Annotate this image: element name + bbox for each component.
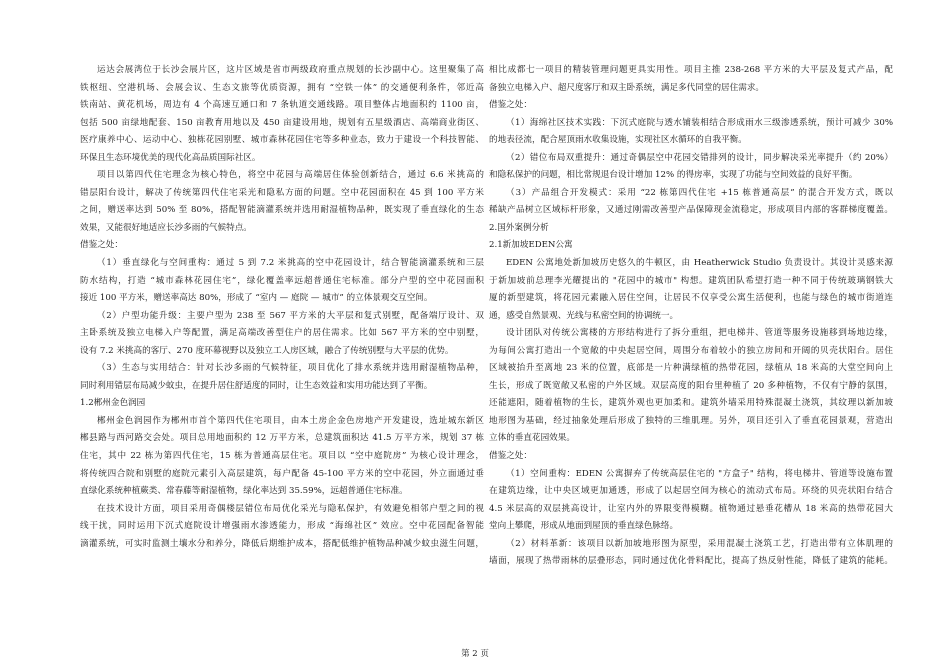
text-line: 郴县路与西河路交会处。项目总用地面积约 12 万平方米，总建筑面积达 41.5 万平方米，规划 37 栋: [80, 433, 484, 444]
text-line: 住宅，其中 22 栋为第四代住宅，15 栋为普通高层住宅。项目以 “空中庭院房” 为核心设计理念，: [80, 451, 484, 462]
text-line: EDEN 公寓地处新加坡历史悠久的牛顿区，由 Heatherwick Studio 负责设计。其设计灵感来源: [506, 258, 893, 269]
text-line: 设计团队对传统公寓楼的方形结构进行了拆分重组，把电梯井、管道等服务设施移到场地边缘，: [506, 328, 893, 339]
right-text-column: [489, 62, 893, 571]
text-line: 接近 100 平方米，赠送率高达 80%，形成了 “室内 — 庭院 — 城市” 的立体景观交互空间。: [80, 293, 433, 304]
text-line: 线干扰，同时运用下沉式庭院设计增强雨水渗透能力，形成 “海绵社区” 效应。空中花园配备智能: [80, 521, 484, 532]
text-line: 还能遮阳，随着植物的生长，建筑外观也更加柔和。建筑外墙采用特殊混凝土浇筑，其纹理以新加坡: [489, 398, 893, 409]
text-line: 效果，又能很好地适应长沙多雨的气候特点。: [80, 222, 252, 233]
text-line: 通，感受自然景观、光线与私密空间的协调统一。: [489, 310, 679, 321]
text-line: （1）垂直绿化与空间重构：通过 5 到 7.2 米挑高的空中花园设计，结合智能滴灌系统和三层: [97, 258, 484, 269]
text-line: （1）空间重构：EDEN 公寓摒弃了传统高层住宅的 "方盒子" 结构，将电梯井、管道等设施布置: [506, 468, 893, 479]
text-line: 包括 500 亩绿地配套、150 亩教育用地以及 450 亩建设用地，规划有五星级酒店、高端商业街区、: [80, 117, 484, 128]
text-line: 医疗康养中心、运动中心、独栋花园别墅、城市森林花园住宅等多种业态，致力于建设一个科技智能、: [80, 135, 484, 146]
text-line: 借鉴之处：: [80, 240, 123, 251]
page-number: 第 2 页: [461, 649, 489, 659]
text-line: 1.2郴州金色润园: [80, 398, 146, 409]
text-line: 直绿化系统种植蕨类、常春藤等耐湿植物，绿化率达到 35.59%，远超普通住宅标准。: [80, 486, 408, 497]
text-line: 备独立电梯入户、超尺度客厅和双主卧系统，满足多代同堂的居住需求。: [489, 82, 765, 93]
left-text-column: [80, 62, 484, 553]
text-line: （2）错位布局双重提升：通过奇偶层空中花园交错排列的设计，同步解决采光率提升（约 20%）: [506, 152, 893, 163]
text-line: 错层阳台设计，解决了传统第四代住宅采光和隐私方面的问题。空中花园面积在 45 到 100 平方米: [80, 187, 484, 198]
text-line: 项目以第四代住宅理念为核心特色，将空中花园与高端居住体验创新结合，通过 6.6 米挑高的: [97, 170, 484, 181]
text-line: 墙面，展现了热带雨林的层叠形态，同时通过优化骨料配比，提高了热反射性能，降低了建筑的能耗。: [489, 556, 893, 567]
text-line: 生长，形成了既宽敞又私密的户外区域。双层高度的阳台里种植了 20 多种植物，不仅有宁静的氛围，: [489, 380, 893, 391]
text-line: 同时利用错层布局减少蚊虫，在提升居住舒适度的同时，让生态效益和实用功能达到了平衡。: [80, 380, 433, 391]
text-line: 和隐私保护的问题，相比常规退台设计增加 12% 的得房率，实现了功能与空间效益的良好平衡。: [489, 170, 858, 181]
text-line: 铁南站、黄花机场，周边有 4 个高速互通口和 7 条轨道交通线路。项目整体占地面积约 1100 亩，: [80, 100, 484, 111]
text-line: 滴灌系统，可实时监测土壤水分和养分，降低后期维护成本，搭配低维护植物品种减少蚊虫滋生问题，: [80, 538, 484, 549]
text-line: 郴州金色润园作为郴州市首个第四代住宅项目，由本土房企金色房地产开发建设，选址城东新区: [97, 415, 484, 426]
text-line: 2.1新加坡EDEN公寓: [489, 240, 573, 251]
text-line: 运达会展湾位于长沙会展片区，这片区域是省市两级政府重点规划的长沙副中心。这里聚集了高: [97, 65, 484, 75]
text-line: （1）海绵社区技术实践：下沉式庭院与透水铺装相结合形成雨水三级渗透系统，预计可减少 30%: [506, 117, 893, 128]
text-line: 4.5 米层高的双层挑高设计，让室内外的界限变得模糊。植物通过悬垂花槽从 18 米高的热带花园大: [489, 503, 893, 514]
text-line: 的地表径流，配合屋顶雨水收集设施，实现社区水循环的自我平衡。: [489, 135, 747, 146]
text-line: （2）材料革新：该项目以新加坡地形图为原型，采用混凝土浇筑工艺，打造出带有立体肌理的: [506, 538, 893, 549]
text-line: 铁枢纽、空港机场、会展会议、生态文旅等优质资源，拥有 “空铁一体” 的交通便利条件，邻近高: [80, 82, 484, 93]
text-line: 设有 7.2 米挑高的客厅、270 度环幕视野以及独立工人房区域，融合了传统别墅与大平层的优势。: [80, 345, 454, 356]
text-line: 于新加坡前总理李光耀提出的 "花园中的城市" 构想。建筑团队希望打造一种不同于传统玻璃钢铁大: [489, 275, 893, 286]
text-line: 为每间公寓打造出一个宽敞的中央起居空间，周围分布着较小的独立房间和开阔的贝壳状阳台。居住: [489, 345, 893, 356]
text-line: 立体的垂直花园效果。: [489, 433, 575, 444]
text-line: 防水结构，打造 “城市森林花园住宅”，绿化覆盖率远超普通住宅标准。部分户型的空中花园面积: [80, 275, 484, 286]
text-line: 区域被抬升至离地 23 米的位置，底部是一片种满绿植的热带花园，绿植从 18 米高的大堂空间向上: [489, 363, 893, 374]
text-line: 稀缺产品树立区域标杆形象，又通过刚需改善型产品保障现金流稳定，形成项目内部的客群梯度覆盖。: [489, 205, 893, 216]
text-line: 在建筑边缘，让中央区域更加通透，形成了以起居空间为核心的流动式布局。环绕的贝壳状阳台结合: [489, 486, 893, 497]
text-line: 环保且生态环境优美的现代化高品质国际社区。: [80, 152, 261, 163]
text-line: 借鉴之处：: [489, 451, 532, 462]
text-line: 地形图为基础，经过抽象处理后形成了独特的三维肌理。另外，项目还引入了垂直花园景观，营造出: [489, 415, 893, 426]
text-line: 堂向上攀爬，形成从地面到屋顶的垂直绿色脉络。: [489, 521, 679, 532]
text-line: 主卧系统及独立电梯入户等配置，满足高端改善型住户的居住需求。比如 567 平方米的空中别墅，: [80, 328, 484, 339]
text-line: 之间，赠送率达到 50% 至 80%，搭配智能滴灌系统并选用耐湿植物品种，既实现了垂直绿化的生态: [80, 205, 484, 216]
text-line: （2）户型功能升级：主要户型为 238 至 567 平方米的大平层和复式别墅，配备端厅设计、双: [97, 310, 484, 321]
text-line: 借鉴之处：: [489, 100, 532, 111]
text-line: 将传统四合院和别墅的庭院元素引入高层建筑，每户配备 45-100 平方米的空中花园，外立面通过垂: [80, 468, 484, 479]
text-line: （3）生态与实用结合：针对长沙多雨的气候特征，项目优化了排水系统并选用耐湿植物品种，: [97, 363, 484, 374]
text-line: 在技术设计方面，项目采用奇偶楼层错位布局优化采光与隐私保护，有效避免相邻户型之间的视: [97, 503, 484, 514]
text-line: （3）产品组合开发模式：采用 “22 栋第四代住宅 +15 栋普通高层” 的混合开发方式，既以: [506, 187, 893, 198]
text-line: 相比成都七一项目的精装管理问题更具实用性。项目主推 238-268 平方米的大平层及复式产品，配: [489, 65, 893, 75]
text-line: 2.国外案例分析: [489, 222, 549, 233]
text-line: 厦的新型建筑，将花园元素融入居住空间，让居民不仅享受公寓生活便利，也能与绿色的城市街道连: [489, 293, 893, 304]
